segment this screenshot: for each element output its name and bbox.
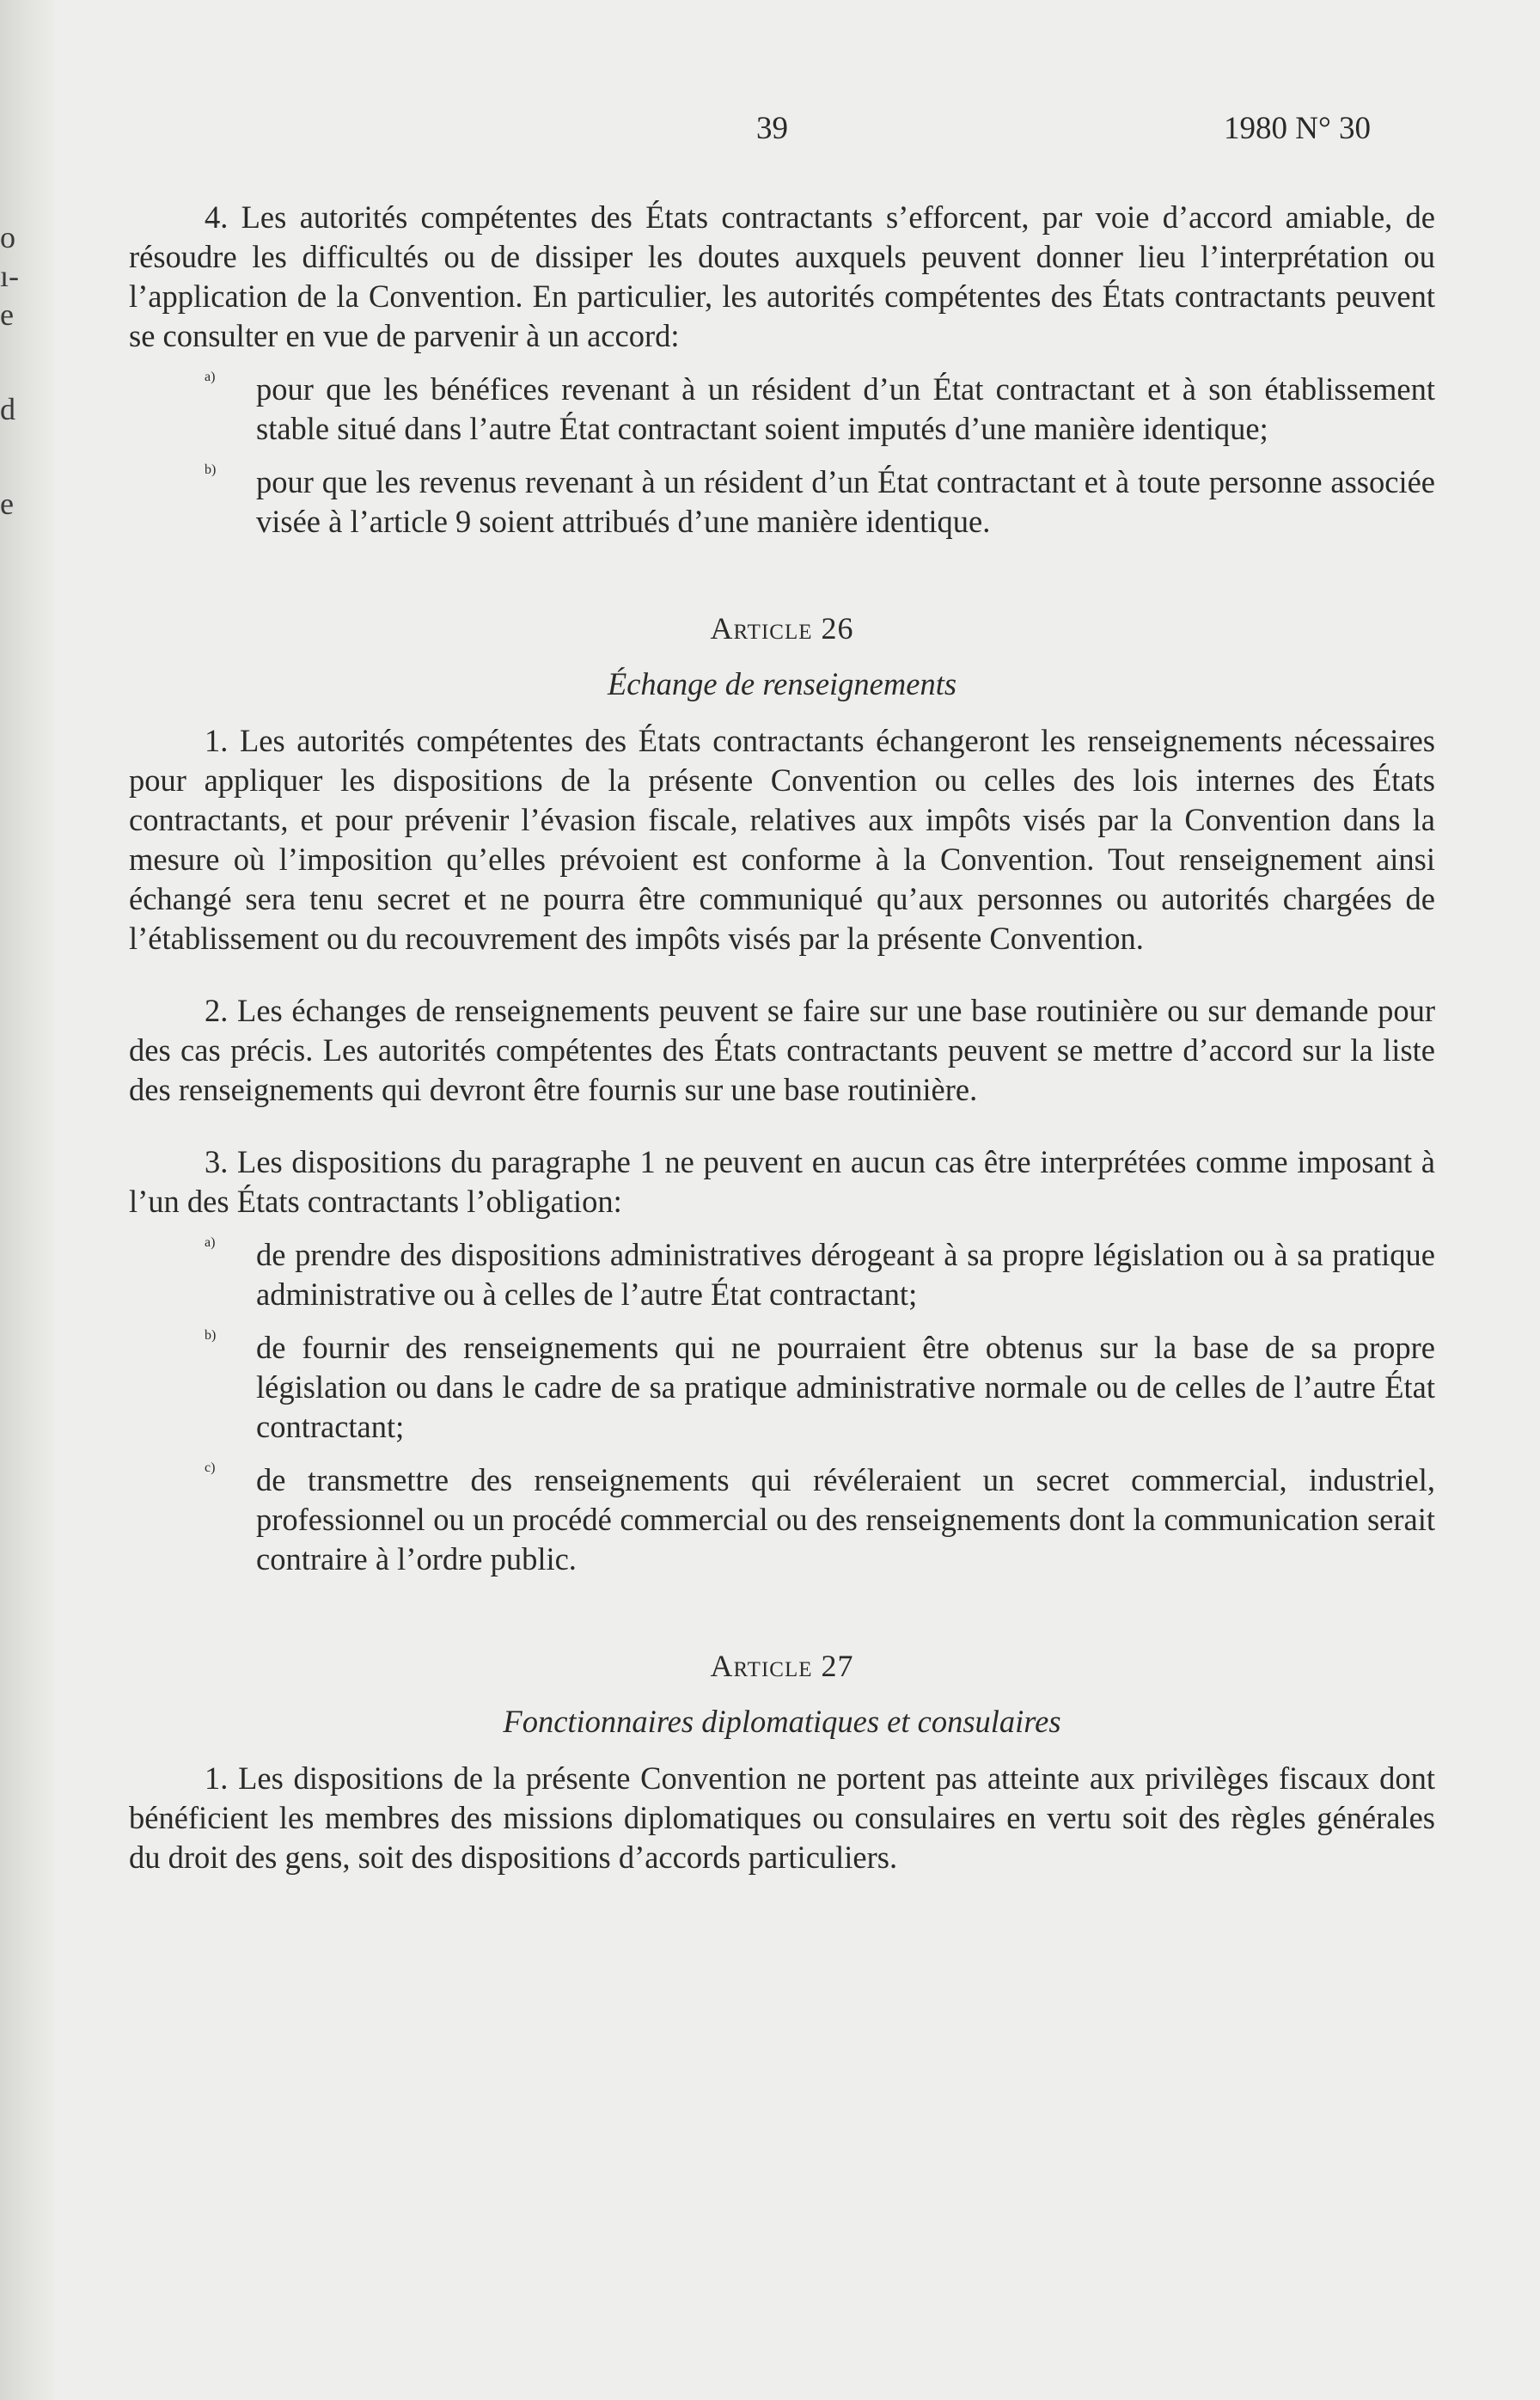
- paragraph-4: 4. Les autorités compétentes des États contractants s’efforcent, par voie d’accord amiable, de résoudre les difficultés ou de dissiper les doutes auxquels peuvent donner lieu l’interprétation ou l’application de la Convention. En particulier, les autorités compétentes des États contractants peuvent se consulter en vue de parvenir à un accord:: [129, 199, 1435, 353]
- article-heading-text: Article 27: [710, 1649, 854, 1683]
- article-27-subheading: Fonctionnaires diplomatiques et consulaires: [503, 1704, 1061, 1739]
- list-marker: b): [205, 462, 217, 477]
- article-27-paragraph-1: 1. Les dispositions de la présente Convention ne portent pas atteinte aux privilèges fiscaux dont bénéficient les membres des missions diplomatiques ou consulaires en vertu soit des règles générales du droit des gens, soit des dispositions d’accords particuliers.: [129, 1760, 1435, 1875]
- article-26-paragraph-1: 1. Les autorités compétentes des États contractants échangeront les renseignements nécessaires pour appliquer les dispositions de la présente Convention ou celles des lois internes des États contractants, et pour prévenir l’évasion fiscale, relatives aux impôts visés par la Convention dans la mesure où l’imposition qu’elles prévoient est conforme à la Convention. Tout renseignement ainsi échangé sera tenu secret et ne pourra être communiqué qu’aux personnes ou autorités chargées de l’établissement ou du recouvrement des impôts visés par la présente Convention.: [129, 723, 1435, 956]
- list-item: [129, 1460, 1435, 1579]
- margin-fragment: d: [0, 392, 15, 426]
- article-26-paragraph-2: 2. Les échanges de renseignements peuvent se faire sur une base routinière ou sur demande pour des cas précis. Les autorités compétentes des États contractants peuvent se mettre d’accord sur la liste des renseignements qui devront être fournis sur une base routinière.: [129, 993, 1435, 1107]
- list-item: [129, 462, 1435, 542]
- list-item-text: pour que les revenus revenant à un résident d’un État contractant et à toute personne associée visée à l’article 9 soient attribués d’une manière identique.: [256, 464, 1435, 539]
- series-reference: 1980 N° 30: [1224, 111, 1372, 146]
- list-marker: a): [205, 370, 216, 384]
- list-marker: c): [205, 1460, 216, 1475]
- margin-fragment: e: [0, 487, 14, 521]
- list-marker: a): [205, 1235, 216, 1250]
- article-27-heading: [129, 1648, 1435, 1684]
- page-number: 39: [756, 111, 788, 146]
- list-item-text: de transmettre des renseignements qui révéleraient un secret commercial, industriel, professionnel ou un procédé commercial ou des renseignements dont la communication serait contraire à l’ordre public.: [256, 1462, 1435, 1577]
- article-26-heading: [129, 610, 1435, 646]
- left-page-edge: [0, 0, 55, 2400]
- list-item-text: de fournir des renseignements qui ne pourraient être obtenus sur la base de sa propre législation ou dans le cadre de sa pratique administrative normale ou de celles de l’autre État contractant;: [256, 1330, 1435, 1444]
- document-body: [129, 198, 1435, 1877]
- list-item: [129, 1235, 1435, 1314]
- list-marker: b): [205, 1328, 217, 1343]
- article-26-subheading: Échange de renseignements: [607, 666, 957, 701]
- margin-fragment: o: [0, 220, 15, 254]
- list-item-text: de prendre des dispositions administratives dérogeant à sa propre législation ou à sa pratique administrative ou à celles de l’autre État contractant;: [256, 1237, 1435, 1312]
- margin-fragment: ı-: [0, 259, 19, 293]
- margin-fragment: e: [0, 297, 14, 332]
- article-26-paragraph-3: 3. Les dispositions du paragraphe 1 ne peuvent en aucun cas être interprétées comme imposant à l’un des États contractants l’obligation:: [129, 1144, 1435, 1219]
- list-item: [129, 370, 1435, 449]
- list-item: [129, 1328, 1435, 1447]
- article-heading-text: Article 26: [710, 611, 854, 646]
- list-item-text: pour que les bénéfices revenant à un résident d’un État contractant et à son établissement stable situé dans l’autre État contractant soient imputés d’une manière identique;: [256, 371, 1435, 446]
